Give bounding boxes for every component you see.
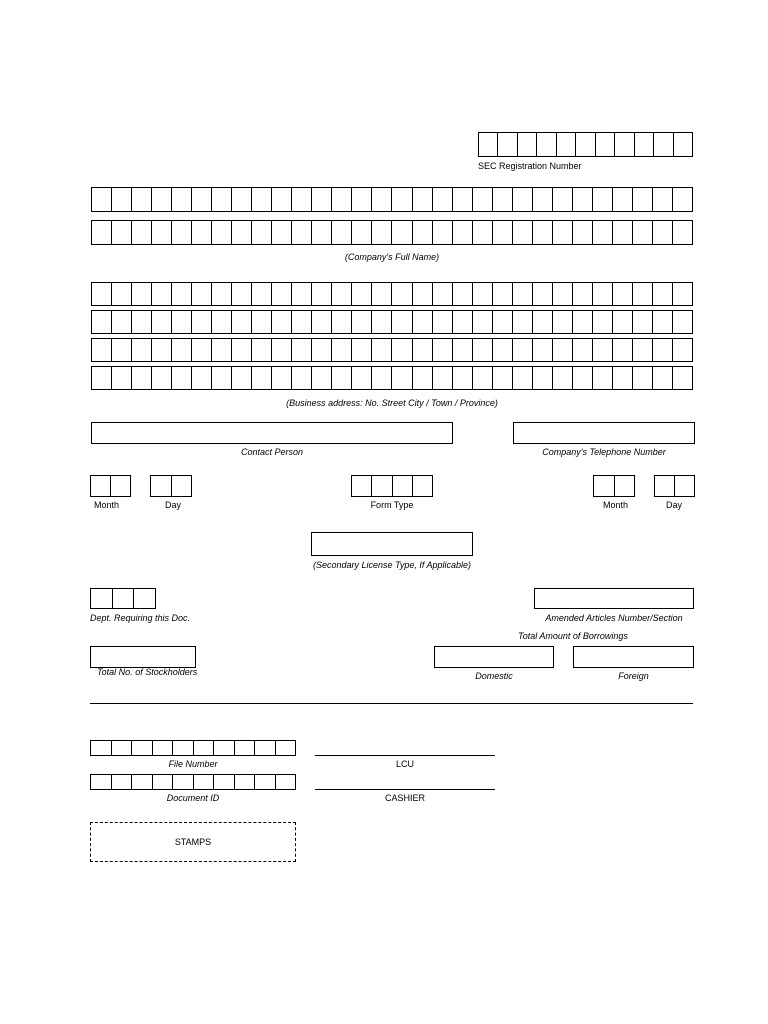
char-cell[interactable] xyxy=(473,283,493,305)
char-cell[interactable] xyxy=(332,339,352,361)
foreign-label: Foreign xyxy=(618,671,649,681)
char-cell[interactable] xyxy=(292,188,312,211)
char-cell[interactable] xyxy=(194,775,215,789)
lcu-label: LCU xyxy=(395,759,414,769)
telephone-label: Company's Telephone Number xyxy=(542,447,666,457)
char-cell[interactable] xyxy=(153,741,174,755)
char-cell[interactable] xyxy=(91,741,112,755)
char-cell[interactable] xyxy=(633,188,653,211)
char-cell[interactable] xyxy=(112,367,132,389)
section-divider xyxy=(90,703,693,704)
day-right-field[interactable] xyxy=(654,475,695,497)
char-cell[interactable] xyxy=(92,283,112,305)
cashier-label: CASHIER xyxy=(384,793,425,803)
char-cell[interactable] xyxy=(594,476,615,496)
char-cell[interactable] xyxy=(573,188,593,211)
char-cell[interactable] xyxy=(192,188,212,211)
char-cell[interactable] xyxy=(453,367,473,389)
char-cell[interactable] xyxy=(292,221,312,244)
char-cell[interactable] xyxy=(673,367,692,389)
char-cell[interactable] xyxy=(152,367,172,389)
char-cell[interactable] xyxy=(132,188,152,211)
char-cell[interactable] xyxy=(232,311,252,333)
char-cell[interactable] xyxy=(576,133,595,156)
char-cell[interactable] xyxy=(493,367,513,389)
lcu-signature-line[interactable] xyxy=(315,755,495,756)
char-cell[interactable] xyxy=(633,367,653,389)
char-cell[interactable] xyxy=(615,476,635,496)
char-cell[interactable] xyxy=(252,188,272,211)
business-address-row-2[interactable] xyxy=(91,310,693,334)
char-cell[interactable] xyxy=(332,367,352,389)
contact-person-label: Contact Person xyxy=(240,447,304,457)
char-cell[interactable] xyxy=(252,311,272,333)
char-cell[interactable] xyxy=(112,339,132,361)
char-cell[interactable] xyxy=(453,283,473,305)
char-cell[interactable] xyxy=(194,741,215,755)
char-cell[interactable] xyxy=(232,283,252,305)
char-cell[interactable] xyxy=(212,188,232,211)
char-cell[interactable] xyxy=(112,283,132,305)
char-cell[interactable] xyxy=(573,311,593,333)
char-cell[interactable] xyxy=(352,339,372,361)
char-cell[interactable] xyxy=(92,339,112,361)
char-cell[interactable] xyxy=(132,367,152,389)
document-id-field[interactable] xyxy=(90,774,296,790)
dept-requiring-field[interactable] xyxy=(90,588,156,609)
char-cell[interactable] xyxy=(513,283,533,305)
char-cell[interactable] xyxy=(498,133,517,156)
company-name-row-2[interactable] xyxy=(91,220,693,245)
char-cell[interactable] xyxy=(513,367,533,389)
char-cell[interactable] xyxy=(292,339,312,361)
char-cell[interactable] xyxy=(433,221,453,244)
char-cell[interactable] xyxy=(513,188,533,211)
char-cell[interactable] xyxy=(533,367,553,389)
char-cell[interactable] xyxy=(533,283,553,305)
stamps-label: STAMPS xyxy=(174,837,212,847)
business-address-row-3[interactable] xyxy=(91,338,693,362)
sec-registration-number-field[interactable] xyxy=(478,132,693,157)
char-cell[interactable] xyxy=(332,221,352,244)
char-cell[interactable] xyxy=(272,221,292,244)
char-cell[interactable] xyxy=(255,741,276,755)
char-cell[interactable] xyxy=(573,367,593,389)
char-cell[interactable] xyxy=(232,221,252,244)
char-cell[interactable] xyxy=(615,133,634,156)
char-cell[interactable] xyxy=(557,133,576,156)
char-cell[interactable] xyxy=(493,311,513,333)
char-cell[interactable] xyxy=(413,283,433,305)
char-cell[interactable] xyxy=(112,311,132,333)
char-cell[interactable] xyxy=(272,188,292,211)
char-cell[interactable] xyxy=(513,339,533,361)
char-cell[interactable] xyxy=(92,188,112,211)
char-cell[interactable] xyxy=(613,339,633,361)
char-cell[interactable] xyxy=(413,221,433,244)
char-cell[interactable] xyxy=(212,367,232,389)
char-cell[interactable] xyxy=(553,221,573,244)
char-cell[interactable] xyxy=(232,188,252,211)
char-cell[interactable] xyxy=(212,283,232,305)
form-type-field[interactable] xyxy=(351,475,433,497)
char-cell[interactable] xyxy=(633,339,653,361)
char-cell[interactable] xyxy=(673,221,692,244)
char-cell[interactable] xyxy=(151,476,172,496)
char-cell[interactable] xyxy=(192,339,212,361)
day-right-label: Day xyxy=(666,500,683,510)
char-cell[interactable] xyxy=(312,221,332,244)
char-cell[interactable] xyxy=(453,311,473,333)
char-cell[interactable] xyxy=(252,367,272,389)
char-cell[interactable] xyxy=(653,283,673,305)
char-cell[interactable] xyxy=(533,221,553,244)
char-cell[interactable] xyxy=(433,367,453,389)
char-cell[interactable] xyxy=(132,311,152,333)
char-cell[interactable] xyxy=(276,775,296,789)
char-cell[interactable] xyxy=(172,476,192,496)
char-cell[interactable] xyxy=(134,589,155,608)
char-cell[interactable] xyxy=(372,339,392,361)
business-address-row-4[interactable] xyxy=(91,366,693,390)
char-cell[interactable] xyxy=(675,476,694,496)
char-cell[interactable] xyxy=(272,339,292,361)
char-cell[interactable] xyxy=(453,221,473,244)
char-cell[interactable] xyxy=(132,339,152,361)
char-cell[interactable] xyxy=(593,367,613,389)
sec-registration-number-label: SEC Registration Number xyxy=(478,161,582,171)
char-cell[interactable] xyxy=(372,311,392,333)
char-cell[interactable] xyxy=(673,339,692,361)
char-cell[interactable] xyxy=(172,221,192,244)
char-cell[interactable] xyxy=(633,283,653,305)
secondary-license-label: (Secondary License Type, If Applicable) xyxy=(312,560,472,570)
char-cell[interactable] xyxy=(352,311,372,333)
char-cell[interactable] xyxy=(172,339,192,361)
char-cell[interactable] xyxy=(252,221,272,244)
amended-articles-label: Amended Articles Number/Section xyxy=(545,613,683,623)
char-cell[interactable] xyxy=(553,188,573,211)
file-number-label: File Number xyxy=(168,759,218,769)
char-cell[interactable] xyxy=(292,283,312,305)
char-cell[interactable] xyxy=(413,188,433,211)
char-cell[interactable] xyxy=(392,367,412,389)
char-cell[interactable] xyxy=(593,283,613,305)
char-cell[interactable] xyxy=(292,311,312,333)
char-cell[interactable] xyxy=(152,221,172,244)
char-cell[interactable] xyxy=(393,476,413,496)
char-cell[interactable] xyxy=(633,311,653,333)
char-cell[interactable] xyxy=(132,741,153,755)
char-cell[interactable] xyxy=(172,311,192,333)
form-type-label: Form Type xyxy=(370,500,414,510)
month-right-label: Month xyxy=(603,500,629,510)
char-cell[interactable] xyxy=(433,339,453,361)
char-cell[interactable] xyxy=(92,311,112,333)
char-cell[interactable] xyxy=(573,221,593,244)
char-cell[interactable] xyxy=(673,311,692,333)
char-cell[interactable] xyxy=(413,339,433,361)
cashier-signature-line[interactable] xyxy=(315,789,495,790)
char-cell[interactable] xyxy=(212,339,232,361)
char-cell[interactable] xyxy=(533,188,553,211)
document-id-label: Document ID xyxy=(166,793,220,803)
char-cell[interactable] xyxy=(212,311,232,333)
char-cell[interactable] xyxy=(235,775,256,789)
amended-articles-field[interactable] xyxy=(534,588,694,609)
char-cell[interactable] xyxy=(312,339,332,361)
char-cell[interactable] xyxy=(573,339,593,361)
dept-requiring-label: Dept. Requiring this Doc. xyxy=(90,613,191,623)
char-cell[interactable] xyxy=(453,339,473,361)
char-cell[interactable] xyxy=(553,283,573,305)
char-cell[interactable] xyxy=(493,283,513,305)
char-cell[interactable] xyxy=(192,221,212,244)
char-cell[interactable] xyxy=(513,311,533,333)
char-cell[interactable] xyxy=(332,311,352,333)
month-right-field[interactable] xyxy=(593,475,635,497)
char-cell[interactable] xyxy=(172,367,192,389)
borrowings-label: Total Amount of Borrowings xyxy=(518,631,628,641)
day-left-label: Day xyxy=(165,500,182,510)
char-cell[interactable] xyxy=(272,367,292,389)
char-cell[interactable] xyxy=(352,221,372,244)
foreign-field[interactable] xyxy=(573,646,694,668)
char-cell[interactable] xyxy=(654,133,673,156)
stockholders-label: Total No. of Stockholders xyxy=(97,667,198,677)
file-number-field[interactable] xyxy=(90,740,296,756)
char-cell[interactable] xyxy=(214,775,235,789)
char-cell[interactable] xyxy=(232,367,252,389)
char-cell[interactable] xyxy=(92,221,112,244)
char-cell[interactable] xyxy=(113,589,135,608)
char-cell[interactable] xyxy=(673,188,692,211)
char-cell[interactable] xyxy=(513,221,533,244)
char-cell[interactable] xyxy=(352,476,372,496)
char-cell[interactable] xyxy=(172,283,192,305)
char-cell[interactable] xyxy=(537,133,556,156)
char-cell[interactable] xyxy=(352,367,372,389)
char-cell[interactable] xyxy=(392,283,412,305)
char-cell[interactable] xyxy=(479,133,498,156)
char-cell[interactable] xyxy=(112,741,133,755)
char-cell[interactable] xyxy=(453,188,473,211)
char-cell[interactable] xyxy=(653,221,673,244)
char-cell[interactable] xyxy=(192,367,212,389)
char-cell[interactable] xyxy=(673,283,692,305)
char-cell[interactable] xyxy=(332,283,352,305)
char-cell[interactable] xyxy=(372,221,392,244)
char-cell[interactable] xyxy=(633,221,653,244)
char-cell[interactable] xyxy=(112,221,132,244)
char-cell[interactable] xyxy=(255,775,276,789)
char-cell[interactable] xyxy=(413,367,433,389)
char-cell[interactable] xyxy=(235,741,256,755)
char-cell[interactable] xyxy=(674,133,692,156)
char-cell[interactable] xyxy=(173,741,194,755)
char-cell[interactable] xyxy=(392,221,412,244)
char-cell[interactable] xyxy=(272,283,292,305)
char-cell[interactable] xyxy=(372,188,392,211)
char-cell[interactable] xyxy=(312,283,332,305)
char-cell[interactable] xyxy=(473,311,493,333)
telephone-field[interactable] xyxy=(513,422,695,444)
contact-person-field[interactable] xyxy=(91,422,453,444)
char-cell[interactable] xyxy=(613,311,633,333)
char-cell[interactable] xyxy=(153,775,174,789)
char-cell[interactable] xyxy=(292,367,312,389)
char-cell[interactable] xyxy=(276,741,296,755)
char-cell[interactable] xyxy=(112,775,133,789)
char-cell[interactable] xyxy=(372,367,392,389)
char-cell[interactable] xyxy=(593,188,613,211)
stockholders-field[interactable] xyxy=(90,646,196,668)
char-cell[interactable] xyxy=(653,311,673,333)
month-left-field[interactable] xyxy=(90,475,131,497)
domestic-label: Domestic xyxy=(475,671,513,681)
char-cell[interactable] xyxy=(653,339,673,361)
char-cell[interactable] xyxy=(91,476,111,496)
char-cell[interactable] xyxy=(433,188,453,211)
month-left-label: Month xyxy=(94,500,120,510)
char-cell[interactable] xyxy=(473,221,493,244)
char-cell[interactable] xyxy=(132,221,152,244)
char-cell[interactable] xyxy=(493,339,513,361)
char-cell[interactable] xyxy=(92,367,112,389)
char-cell[interactable] xyxy=(192,311,212,333)
char-cell[interactable] xyxy=(553,339,573,361)
char-cell[interactable] xyxy=(413,311,433,333)
char-cell[interactable] xyxy=(635,133,654,156)
char-cell[interactable] xyxy=(112,188,132,211)
char-cell[interactable] xyxy=(352,188,372,211)
char-cell[interactable] xyxy=(593,221,613,244)
char-cell[interactable] xyxy=(152,311,172,333)
char-cell[interactable] xyxy=(533,311,553,333)
char-cell[interactable] xyxy=(593,311,613,333)
char-cell[interactable] xyxy=(252,283,272,305)
char-cell[interactable] xyxy=(553,367,573,389)
char-cell[interactable] xyxy=(372,476,392,496)
char-cell[interactable] xyxy=(518,133,537,156)
char-cell[interactable] xyxy=(392,339,412,361)
char-cell[interactable] xyxy=(152,283,172,305)
char-cell[interactable] xyxy=(332,188,352,211)
char-cell[interactable] xyxy=(392,311,412,333)
char-cell[interactable] xyxy=(613,283,633,305)
char-cell[interactable] xyxy=(152,339,172,361)
char-cell[interactable] xyxy=(493,221,513,244)
domestic-field[interactable] xyxy=(434,646,554,668)
char-cell[interactable] xyxy=(433,283,453,305)
char-cell[interactable] xyxy=(172,188,192,211)
char-cell[interactable] xyxy=(132,775,153,789)
char-cell[interactable] xyxy=(173,775,194,789)
char-cell[interactable] xyxy=(152,188,172,211)
char-cell[interactable] xyxy=(653,367,673,389)
company-name-row-1[interactable] xyxy=(91,187,693,212)
char-cell[interactable] xyxy=(613,188,633,211)
secondary-license-field[interactable] xyxy=(311,532,473,556)
char-cell[interactable] xyxy=(613,221,633,244)
char-cell[interactable] xyxy=(312,311,332,333)
char-cell[interactable] xyxy=(312,188,332,211)
char-cell[interactable] xyxy=(192,283,212,305)
char-cell[interactable] xyxy=(573,283,593,305)
char-cell[interactable] xyxy=(352,283,372,305)
char-cell[interactable] xyxy=(392,188,412,211)
char-cell[interactable] xyxy=(232,339,252,361)
char-cell[interactable] xyxy=(473,367,493,389)
char-cell[interactable] xyxy=(655,476,675,496)
char-cell[interactable] xyxy=(252,339,272,361)
char-cell[interactable] xyxy=(433,311,453,333)
char-cell[interactable] xyxy=(91,589,113,608)
char-cell[interactable] xyxy=(473,188,493,211)
company-name-label: (Company's Full Name) xyxy=(344,252,440,262)
char-cell[interactable] xyxy=(553,311,573,333)
char-cell[interactable] xyxy=(372,283,392,305)
char-cell[interactable] xyxy=(653,188,673,211)
char-cell[interactable] xyxy=(212,221,232,244)
char-cell[interactable] xyxy=(91,775,112,789)
char-cell[interactable] xyxy=(613,367,633,389)
char-cell[interactable] xyxy=(214,741,235,755)
char-cell[interactable] xyxy=(533,339,553,361)
char-cell[interactable] xyxy=(272,311,292,333)
day-left-field[interactable] xyxy=(150,475,192,497)
char-cell[interactable] xyxy=(593,339,613,361)
char-cell[interactable] xyxy=(596,133,615,156)
stamps-box xyxy=(90,822,296,862)
char-cell[interactable] xyxy=(473,339,493,361)
char-cell[interactable] xyxy=(312,367,332,389)
business-address-label: (Business address: No. Street City / Town / Province) xyxy=(286,398,498,408)
char-cell[interactable] xyxy=(132,283,152,305)
char-cell[interactable] xyxy=(111,476,130,496)
business-address-row-1[interactable] xyxy=(91,282,693,306)
char-cell[interactable] xyxy=(413,476,432,496)
char-cell[interactable] xyxy=(493,188,513,211)
